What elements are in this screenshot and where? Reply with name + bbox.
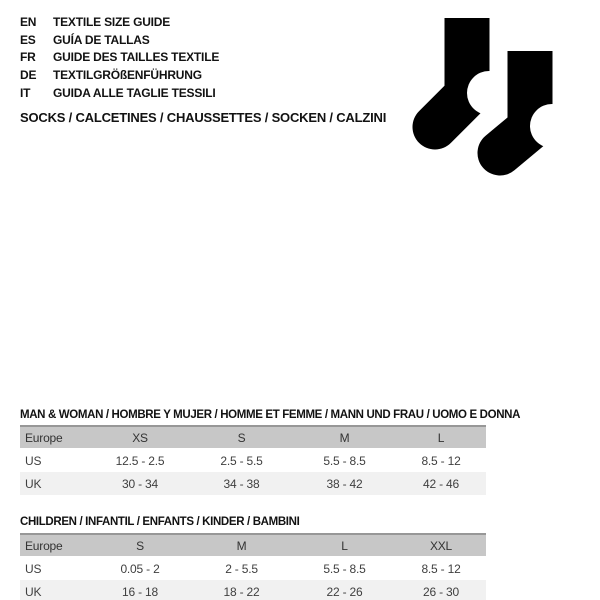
size-value-cell: 2.5 - 5.5 [220,453,263,468]
language-code: ES [20,32,36,47]
size-table-children [20,533,486,600]
language-row-fr [20,50,219,68]
size-value-cell: 12.5 - 2.5 [115,453,165,468]
column-header-size: XS [90,426,190,449]
table-title-children: CHILDREN / INFANTIL / ENFANTS / KINDER / BAMBINI [20,516,300,528]
column-header-size: M [293,426,396,449]
size-value-cell: 5.5 - 8.5 [323,561,366,576]
language-row-de [20,68,219,86]
size-value-cell: 16 - 18 [122,584,158,599]
language-code: FR [20,50,36,65]
size-value-cell: 2 - 5.5 [225,561,258,576]
language-label: GUIDA ALLE TAGLIE TESSILI [53,85,216,100]
language-label: TEXTILGRÖßENFÜHRUNG [53,68,202,83]
column-header-size: L [396,426,486,449]
language-label: TEXTILE SIZE GUIDE [53,15,171,29]
language-code: IT [20,85,31,100]
size-value-cell: 8.5 - 12 [421,561,461,576]
language-code: EN [20,15,37,29]
size-value-cell: 30 - 34 [122,476,158,491]
column-header-size: S [90,534,190,557]
language-row-en [20,15,219,33]
size-value-cell: 38 - 42 [326,476,363,491]
column-header-size: S [190,426,293,449]
language-label: GUIDE DES TAILLES TEXTILE [53,50,220,65]
size-value-cell: 42 - 46 [423,476,459,491]
sock-front-shape [500,46,570,153]
size-value-cell: 22 - 26 [326,584,363,599]
column-header-size: M [190,534,293,557]
category-title: SOCKS / CALCETINES / CHAUSSETTES / SOCKEN / CALZINI [20,110,387,125]
size-value-cell: 18 - 22 [223,584,260,599]
table-row-uk [20,472,486,495]
row-label-cell: US [25,561,42,576]
size-table-adults [20,425,486,495]
column-header-region: Europe [20,426,90,449]
size-value-cell: 5.5 - 8.5 [323,453,366,468]
language-row-it [20,86,219,104]
table-row-uk [20,580,486,600]
language-code: DE [20,68,37,83]
table-header-row [20,426,486,449]
table-header-row [20,534,486,557]
row-label-cell: US [25,453,42,468]
size-value-cell: 34 - 38 [223,476,260,491]
row-label-cell: UK [25,584,42,599]
language-label: GUÍA DE TALLAS [53,32,150,47]
size-value-cell: 0.05 - 2 [120,561,160,576]
language-list [20,15,219,103]
column-header-size: L [293,534,396,557]
table-row-us [20,557,486,581]
size-value-cell: 26 - 30 [423,584,459,599]
size-value-cell: 8.5 - 12 [421,453,461,468]
sock-back-shape [435,18,511,127]
table-title-adults: MAN & WOMAN / HOMBRE Y MUJER / HOMME ET FEMME / MANN UND FRAU / UOMO E DONNA [20,409,521,421]
row-label-cell: UK [25,476,42,491]
column-header-region: Europe [20,534,90,557]
table-row-us [20,449,486,473]
column-header-size: XXL [396,534,486,557]
language-row-es [20,33,219,51]
socks-icon [400,8,570,188]
